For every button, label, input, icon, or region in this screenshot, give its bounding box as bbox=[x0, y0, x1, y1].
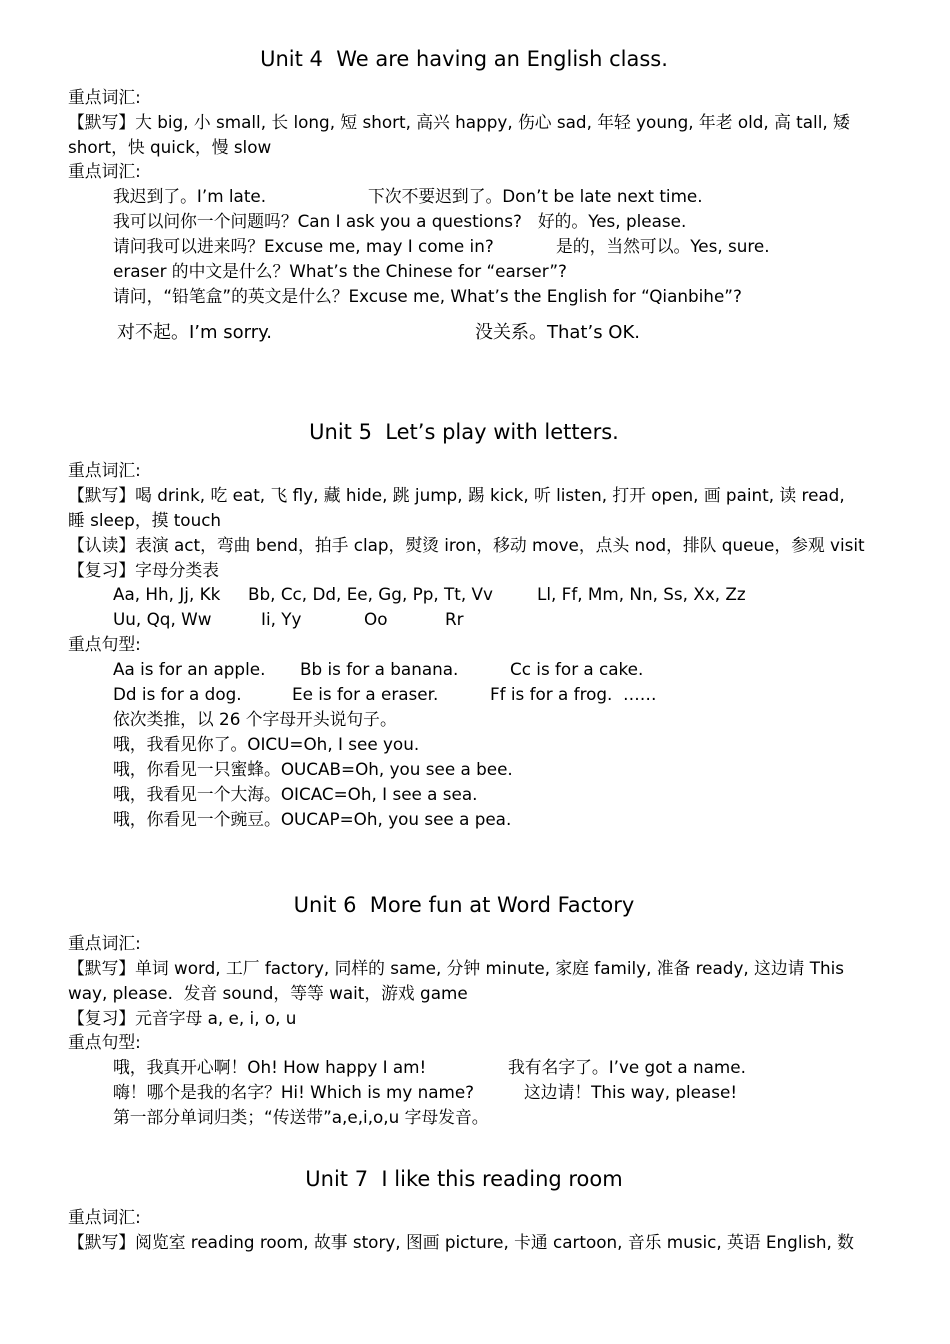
unit6-sentence-1b: 我有名字了。I’ve got a name. bbox=[508, 1057, 746, 1077]
unit5-dictation-line-1: 【默写】喝 drink, 吃 eat, 飞 fly, 藏 hide, 跳 jump, 踢 kick, 听 listen, 打开 open, 画 paint, 读 read, bbox=[68, 485, 845, 505]
unit6-sentence-2b: 这边请！This way, please! bbox=[524, 1082, 738, 1102]
unit4-dictation-line-2: short，快 quick，慢 slow bbox=[68, 137, 272, 157]
unit5-sentence-4: 哦，我看见你了。OICU=Oh, I see you. bbox=[113, 734, 420, 754]
unit4-sentence-4: eraser 的中文是什么？What’s the Chinese for “earser”? bbox=[113, 261, 567, 281]
unit6-title: Unit 6 More fun at Word Factory bbox=[293, 893, 635, 917]
unit7-vocab-label: 重点词汇: bbox=[68, 1207, 141, 1227]
unit6-sentences-label: 重点句型: bbox=[68, 1032, 141, 1052]
unit4-sentence-1a: 我迟到了。I’m late. bbox=[113, 186, 267, 206]
unit4-vocab-label-2: 重点词汇: bbox=[68, 161, 141, 181]
unit4-sentence-3b: 是的，当然可以。Yes, sure. bbox=[556, 236, 770, 256]
unit4-sentence-5: 请问，“铅笔盒”的英文是什么？Excuse me, What’s the English for “Qianbihe”? bbox=[113, 286, 742, 306]
unit5-sentences-label: 重点句型: bbox=[68, 634, 141, 654]
unit5-title: Unit 5 Let’s play with letters. bbox=[309, 420, 619, 444]
unit5-letters-group-1a: Aa, Hh, Jj, Kk bbox=[113, 584, 221, 604]
unit5-letters-group-1b: Bb, Cc, Dd, Ee, Gg, Pp, Tt, Vv bbox=[248, 584, 493, 604]
unit5-sentence-1b: Bb is for a banana. bbox=[300, 659, 459, 679]
unit5-sentence-6: 哦，我看见一个大海。OICAC=Oh, I see a sea. bbox=[113, 784, 478, 804]
unit6-dictation-line-2: way, please. 发音 sound，等等 wait，游戏 game bbox=[68, 983, 468, 1003]
unit5-vocab-label: 重点词汇: bbox=[68, 460, 141, 480]
unit5-dictation-line-2: 睡 sleep，摸 touch bbox=[68, 510, 222, 530]
unit5-sentence-2a: Dd is for a dog. bbox=[113, 684, 242, 704]
unit4-sentence-6a: 对不起。I’m sorry. bbox=[117, 322, 272, 343]
unit4-dictation-line-1: 【默写】大 big, 小 small, 长 long, 短 short, 高兴 happy, 伤心 sad, 年轻 young, 年老 old, 高 tall, 矮 bbox=[68, 112, 850, 132]
unit7-dictation-line-1: 【默写】阅览室 reading room, 故事 story, 图画 picture, 卡通 cartoon, 音乐 music, 英语 English, 数 bbox=[68, 1232, 854, 1252]
unit5-sentence-1c: Cc is for a cake. bbox=[510, 659, 644, 679]
unit6-review-line: 【复习】元音字母 a, e, i, o, u bbox=[68, 1008, 297, 1028]
unit5-review-line: 【复习】字母分类表 bbox=[68, 560, 220, 580]
unit4-sentence-1b: 下次不要迟到了。Don’t be late next time. bbox=[368, 186, 703, 206]
unit5-sentence-2b: Ee is for a eraser. bbox=[292, 684, 439, 704]
unit6-sentence-1a: 哦，我真开心啊！Oh! How happy I am! bbox=[113, 1057, 427, 1077]
unit6-sentence-2a: 嗨！哪个是我的名字？Hi! Which is my name? bbox=[113, 1082, 475, 1102]
unit5-letters-group-1c: Ll, Ff, Mm, Nn, Ss, Xx, Zz bbox=[537, 584, 746, 604]
unit5-sentence-7: 哦，你看见一个豌豆。OUCAP=Oh, you see a pea. bbox=[113, 809, 512, 829]
unit5-letters-group-2c: Oo bbox=[364, 609, 388, 629]
unit4-sentence-6b: 没关系。That’s OK. bbox=[475, 322, 641, 343]
unit5-sentence-2c: Ff is for a frog. …… bbox=[490, 684, 657, 704]
unit5-sentence-5: 哦，你看见一只蜜蜂。OUCAB=Oh, you see a bee. bbox=[113, 759, 513, 779]
unit6-vocab-label: 重点词汇: bbox=[68, 933, 141, 953]
unit6-dictation-line-1: 【默写】单词 word, 工厂 factory, 同样的 same, 分钟 minute, 家庭 family, 准备 ready, 这边请 This bbox=[68, 958, 845, 978]
unit4-title: Unit 4 We are having an English class. bbox=[260, 47, 668, 71]
unit5-recognize-line: 【认读】表演 act，弯曲 bend，拍手 clap，熨烫 iron，移动 move，点头 nod，排队 queue，参观 visit bbox=[68, 535, 865, 555]
unit4-sentence-2: 我可以问你一个问题吗？Can I ask you a questions? 好的。Yes, please. bbox=[113, 211, 687, 231]
unit6-sentence-3: 第一部分单词归类；“传送带”a,e,i,o,u 字母发音。 bbox=[113, 1107, 489, 1127]
unit4-vocab-label: 重点词汇: bbox=[68, 87, 141, 107]
unit5-letters-group-2a: Uu, Qq, Ww bbox=[113, 609, 212, 629]
unit5-sentence-3: 依次类推，以 26 个字母开头说句子。 bbox=[113, 709, 397, 729]
unit7-title: Unit 7 I like this reading room bbox=[305, 1167, 623, 1191]
unit5-letters-group-2d: Rr bbox=[445, 609, 464, 629]
unit4-sentence-3a: 请问我可以进来吗？Excuse me, may I come in? bbox=[113, 236, 494, 256]
unit5-sentence-1a: Aa is for an apple. bbox=[113, 659, 266, 679]
unit5-letters-group-2b: Ii, Yy bbox=[261, 609, 302, 629]
